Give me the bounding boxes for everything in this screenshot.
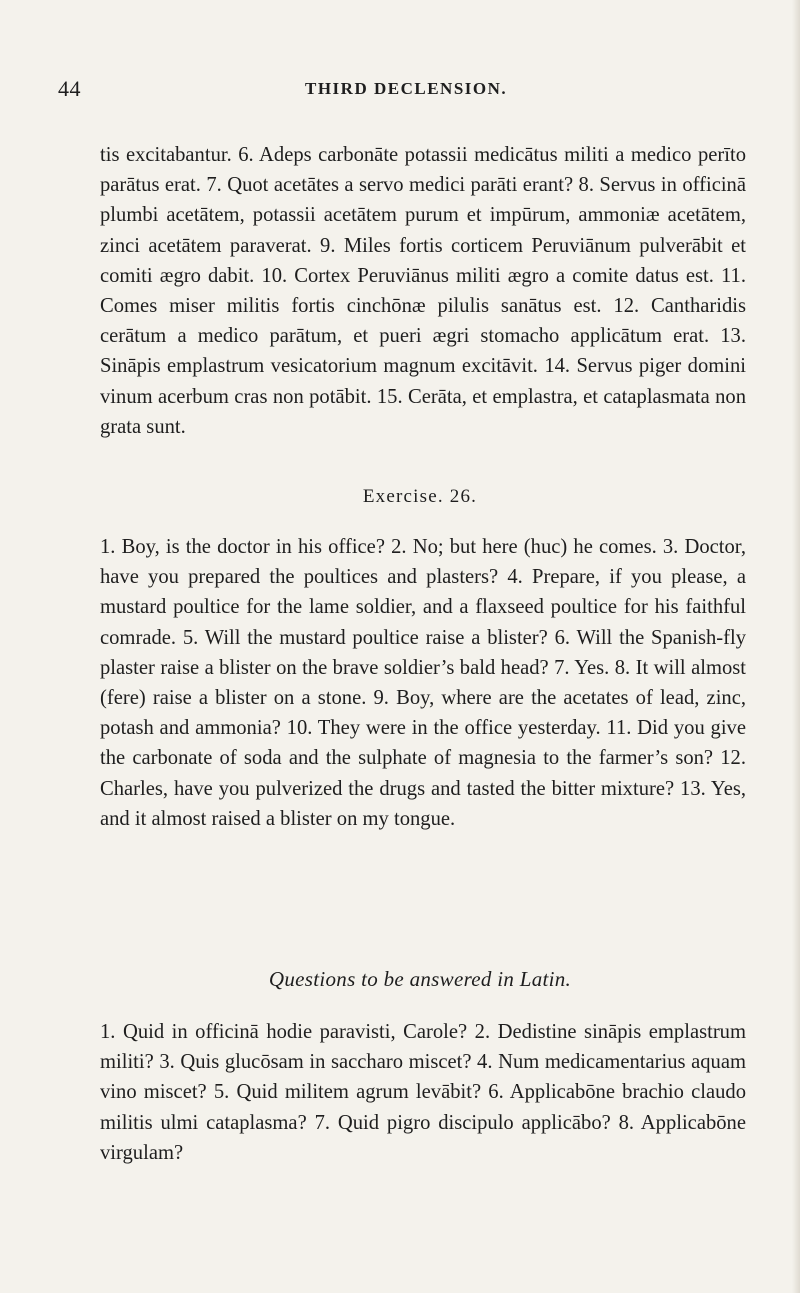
running-head: THIRD DECLENSION. [305, 79, 508, 98]
exercise-heading: Exercise. 26. [362, 486, 478, 507]
page-number: 44 [58, 76, 81, 101]
english-exercise-paragraph: 1. Boy, is the doctor in his office? 2. No; but here (huc) he comes. 3. Doctor, have you prepared the poultices and plasters? 4. Prepare, if you please, a mustard poultice for the lame soldier, and a flaxseed poultice for his faithful comrade. 5. Will the mustard poultice raise a blister? 6. Will the Spanish-fly plaster raise a blister on the brave soldier’s bald head? 7. Yes. 8. It will almost (fere) raise a blister on a stone. 9. Boy, where are the acetates of lead, zinc, potash and ammonia? 10. They were in the office yesterday. 11. Did you give the carbonate of soda and the sulphate of magnesia to the farmer’s son? 12. Charles, have you pulverized the drugs and tasted the bitter mixture? 13. Yes, and it almost raised a blister on my tongue. [100, 536, 746, 830]
page-edge-shadow [792, 0, 800, 1293]
latin-questions-paragraph: 1. Quid in officinā hodie paravisti, Carole? 2. Dedistine sināpis emplastrum militi? 3. Quis glucōsam in saccharo miscet? 4. Num medicamentarius aquam vino miscet? 5. Quid militem agrum levābit? 6. Applicabōne brachio claudo militis ulmi cataplasma? 7. Quid pigro discipulo applicābo? 8. Applicabōne virgulam? [100, 1021, 746, 1164]
page-header [0, 76, 800, 106]
latin-sentences-paragraph: tis excitabantur. 6. Adeps carbonāte potassii medicātus militi a medico perīto parātus erat. 7. Quot acetātes a servo medici parāti erant? 8. Servus in officinā plumbi acetātem, potassii acetātem purum et impūrum, ammoniæ acetātem, zinci acetātem paraverat. 9. Miles fortis corticem Peruviānum pulverābit et comiti ægro dabit. 10. Cortex Peruviānus militi ægro a comite datus est. 11. Comes miser militis fortis cinchōnæ pilulis sanātus est. 12. Cantharidis cerātum a medico parātum, et pueri ægri stomacho applicātum erat. 13. Sināpis emplastrum vesicatorium magnum excitāvit. 14. Servus piger domini vinum acerbum cras non potābit. 15. Cerāta, et emplastra, et cataplasmata non grata sunt. [100, 144, 746, 438]
questions-heading: Questions to be answered in Latin. [268, 967, 572, 991]
